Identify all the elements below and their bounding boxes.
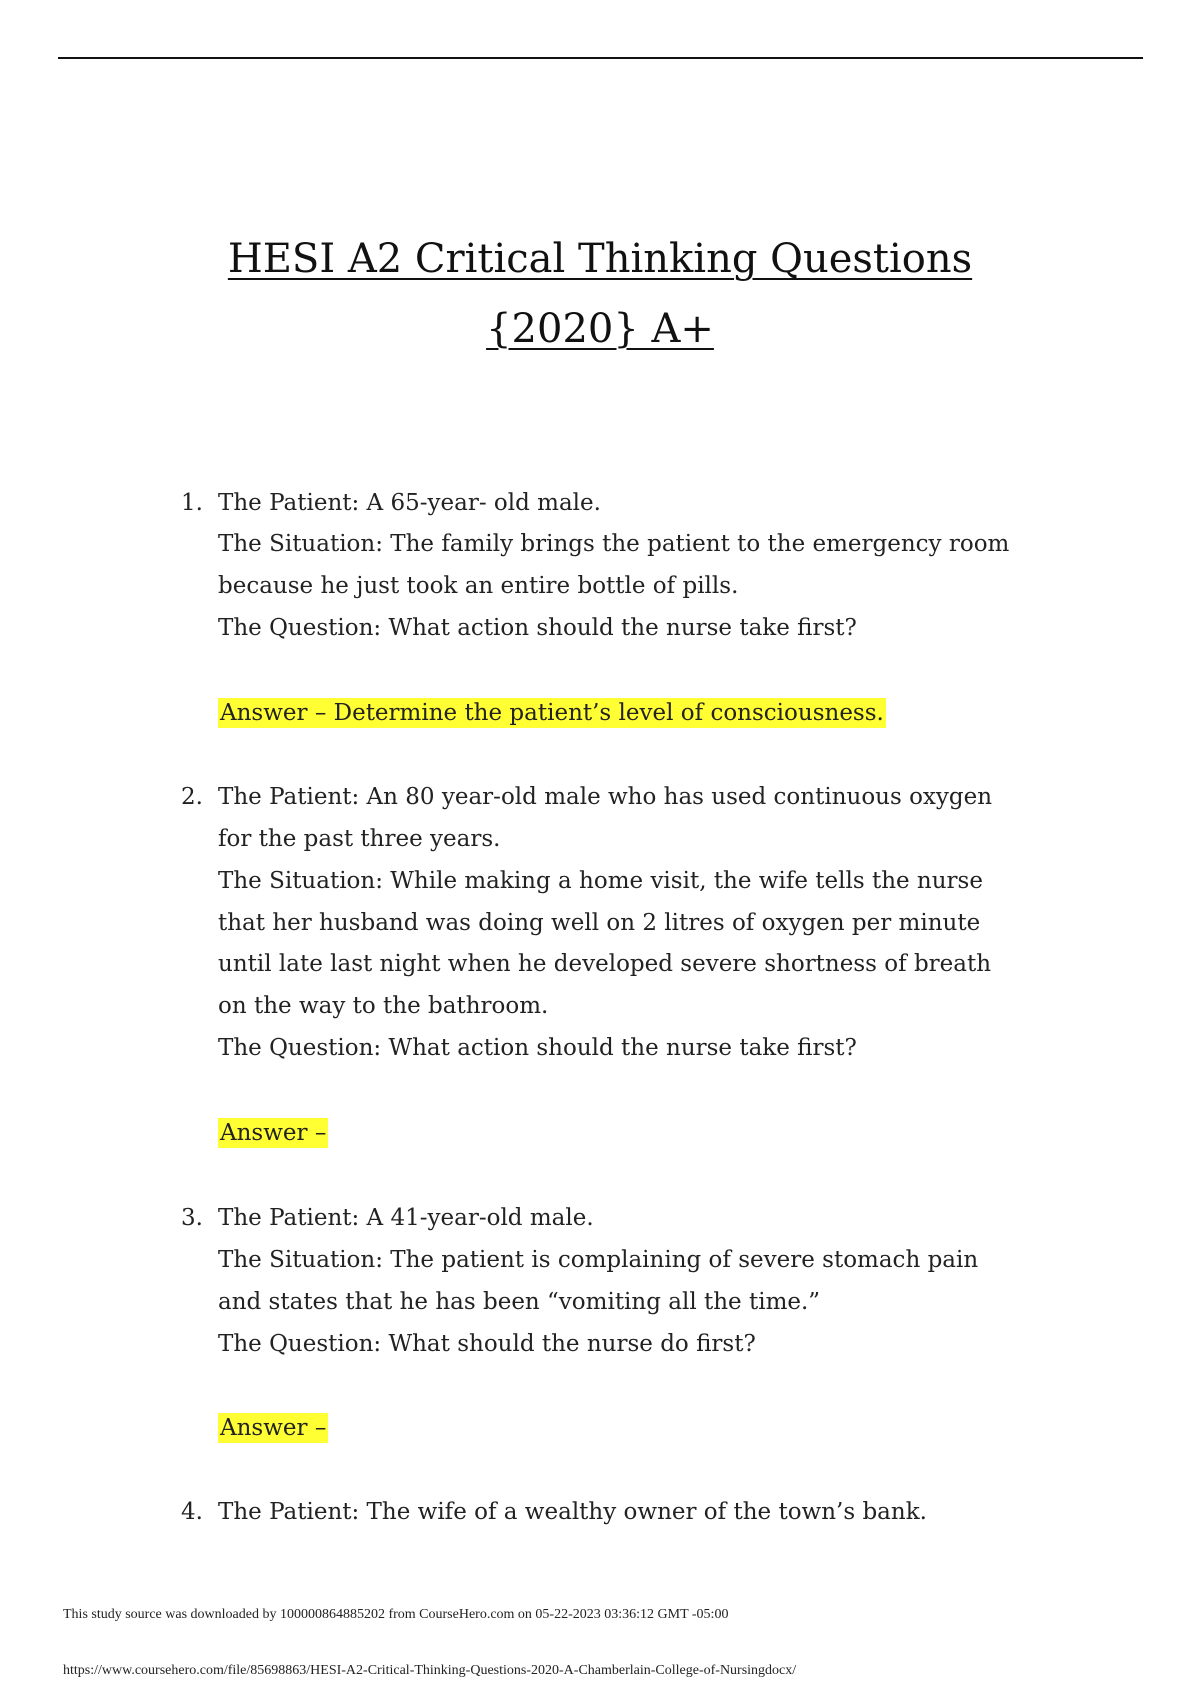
document-title (0, 224, 1200, 364)
question-number: 4. (181, 1499, 203, 1525)
question-number: 3. (181, 1205, 203, 1231)
answer-highlight: Answer – (220, 1415, 327, 1441)
download-note: This study source was downloaded by 100000864885202 from CourseHero.com on 05-22-2023 03:36:12 GMT -05:00 (63, 1607, 729, 1622)
answer-highlight: Answer – (220, 1120, 327, 1146)
question-line: The Situation: While making a home visit, the wife tells the nurse (218, 868, 983, 894)
question-line: and states that he has been “vomiting all the time.” (218, 1289, 821, 1315)
question-line: The Patient: A 65-year- old male. (218, 490, 601, 516)
question-line: The Question: What action should the nurse take first? (218, 615, 857, 641)
title-line-2: {2020} A+ (486, 306, 714, 352)
question-number: 2. (181, 784, 203, 810)
question-number: 1. (181, 490, 203, 516)
source-url[interactable]: https://www.coursehero.com/file/85698863/HESI-A2-Critical-Thinking-Questions-2020-A-Chamberlain-College-of-Nursingdocx/ (63, 1663, 797, 1678)
question-line: that her husband was doing well on 2 litres of oxygen per minute (218, 910, 981, 936)
question-line: for the past three years. (218, 826, 501, 852)
question-line: The Question: What action should the nurse take first? (218, 1035, 857, 1061)
question-line: The Question: What should the nurse do first? (218, 1331, 756, 1357)
question-line: The Situation: The patient is complaining of severe stomach pain (218, 1247, 979, 1273)
question-line: The Patient: The wife of a wealthy owner of the town’s bank. (218, 1499, 927, 1525)
question-line: because he just took an entire bottle of pills. (218, 573, 739, 599)
answer-highlight: Answer – Determine the patient’s level of consciousness. (220, 700, 884, 726)
question-line: The Patient: An 80 year-old male who has used continuous oxygen (218, 784, 993, 810)
title-line-1: HESI A2 Critical Thinking Questions (227, 236, 973, 282)
question-line: until late last night when he developed severe shortness of breath (218, 951, 992, 977)
question-line: The Situation: The family brings the patient to the emergency room (218, 531, 1010, 557)
question-line: on the way to the bathroom. (218, 993, 549, 1019)
question-line: The Patient: A 41-year-old male. (218, 1205, 594, 1231)
top-rule (58, 57, 1143, 59)
